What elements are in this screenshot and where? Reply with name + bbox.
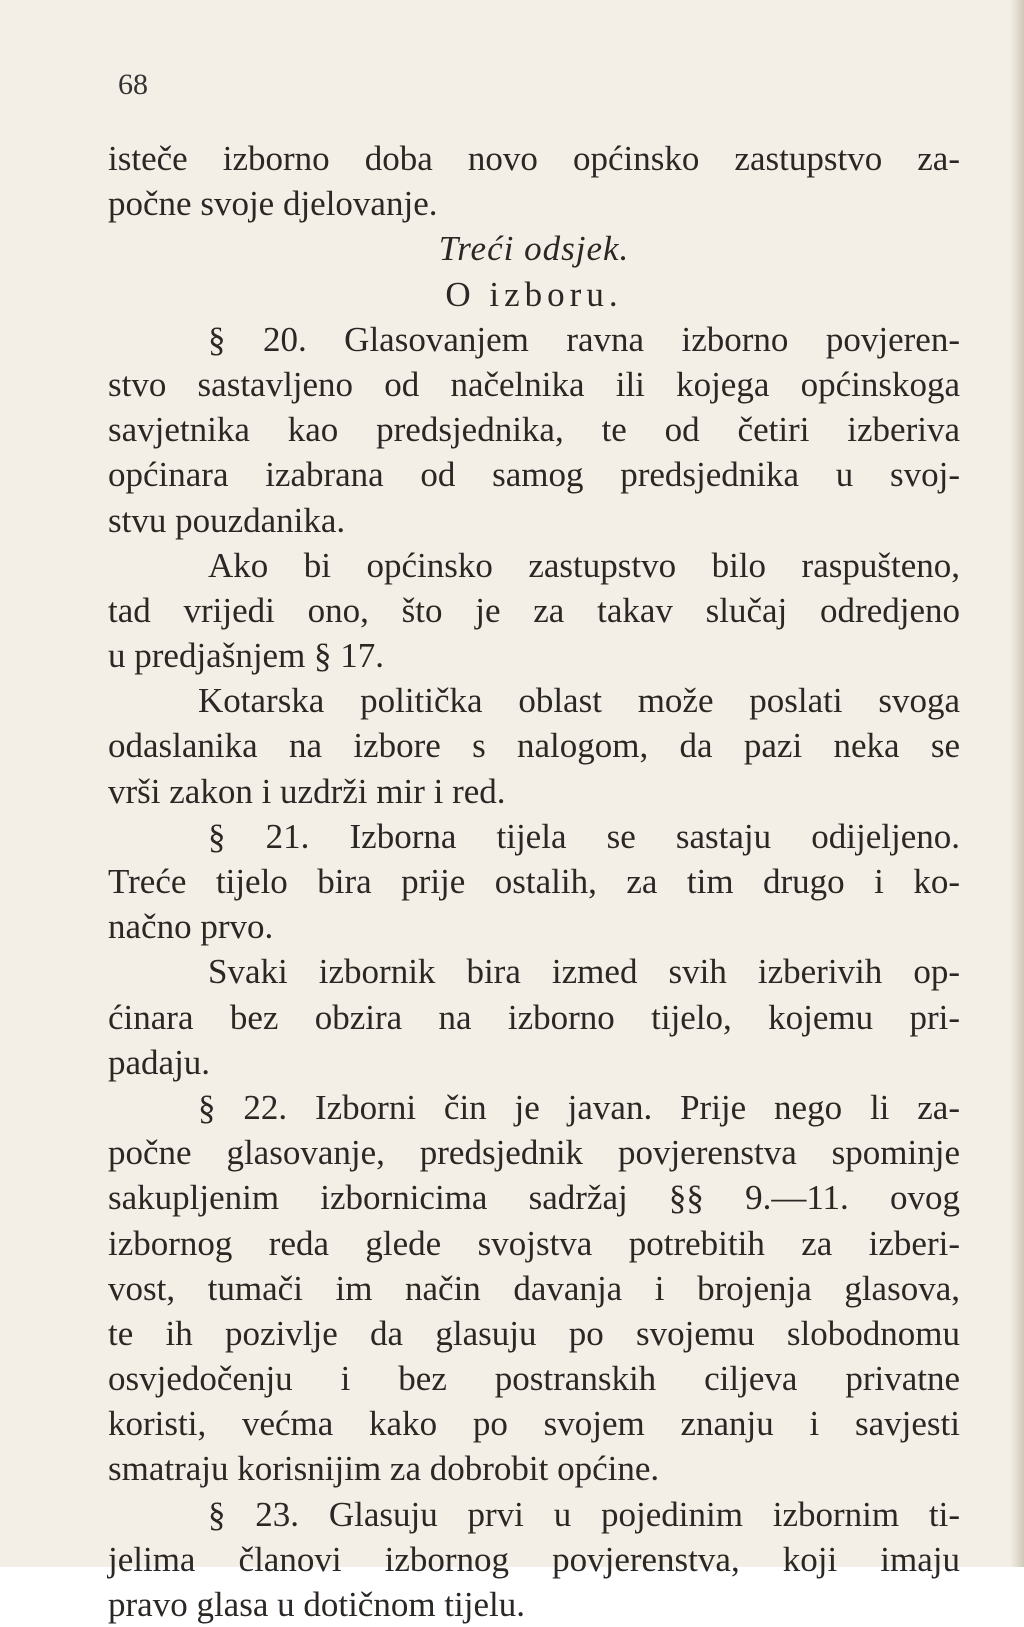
text-line: počne glasovanje, predsjednik povjerenstva spominje (108, 1133, 960, 1173)
text-line: vost, tumači im način davanja i brojenja glasova, (108, 1268, 960, 1308)
text-line: Kotarska politička oblast može poslati svoga (198, 681, 960, 721)
text-line: izbornog reda glede svojstva potrebitih za izberi- (108, 1223, 960, 1263)
text-line: § 20. Glasovanjem ravna izborno povjeren- (208, 319, 960, 359)
text-line: padaju. (108, 1042, 211, 1082)
page-edge-shadow (1010, 0, 1024, 1567)
text-line: isteče izborno doba novo općinsko zastupstvo za- (108, 139, 960, 178)
text-line: pravo glasa u dotičnom tijelu. (108, 1585, 525, 1624)
body-text (108, 136, 960, 1627)
text-line: § 23. Glasuju prvi u pojedinim izbornim ti- (208, 1494, 960, 1534)
text-line: odaslanika na izbore s nalogom, da pazi neka se (108, 726, 960, 766)
text-line: Svaki izbornik bira izmed svih izberivih op- (208, 952, 960, 992)
text-line: savjetnika kao predsjednika, te od četiri izberiva (108, 410, 960, 450)
text-line: u predjašnjem § 17. (108, 636, 385, 676)
text-line: § 21. Izborna tijela se sastaju odijeljeno. (208, 816, 960, 856)
text-line: smatraju korisnijim za dobrobit općine. (108, 1449, 660, 1489)
text-line: jelima članovi izbornog povjerenstva, koji imaju (108, 1539, 960, 1579)
page-number: 68 (118, 68, 148, 101)
text-line: općinara izabrana od samog predsjednika u svoj- (108, 455, 960, 495)
heading-line: O izboru. (445, 274, 623, 314)
heading-line: Treći odsjek. (438, 229, 630, 269)
text-line: § 22. Izborni čin je javan. Prije nego li za- (198, 1087, 960, 1127)
text-line: stvu pouzdanika. (108, 500, 346, 540)
text-line: osvjedočenju i bez postranskih ciljeva privatne (108, 1359, 960, 1399)
text-line: vrši zakon i uzdrži mir i red. (108, 771, 506, 811)
text-line: koristi, većma kako po svojem znanju i savjesti (108, 1404, 960, 1444)
text-line: stvo sastavljeno od načelnika ili kojega općinskoga (108, 364, 960, 404)
text-line: ćinara bez obzira na izborno tijelo, kojemu pri- (108, 997, 960, 1037)
text-line: te ih pozivlje da glasuju po svojemu slobodnomu (108, 1313, 960, 1353)
text-line: sakupljenim izbornicima sadržaj §§ 9.—11. ovog (108, 1178, 960, 1218)
text-line: Ako bi općinsko zastupstvo bilo raspušteno, (208, 545, 960, 585)
text-line: počne svoje djelovanje. (108, 184, 438, 224)
text-line: tad vrijedi ono, što je za takav slučaj odredjeno (108, 590, 960, 630)
text-line: Treće tijelo bira prije ostalih, za tim drugo i ko- (108, 862, 960, 901)
text-line: načno prvo. (108, 907, 274, 947)
